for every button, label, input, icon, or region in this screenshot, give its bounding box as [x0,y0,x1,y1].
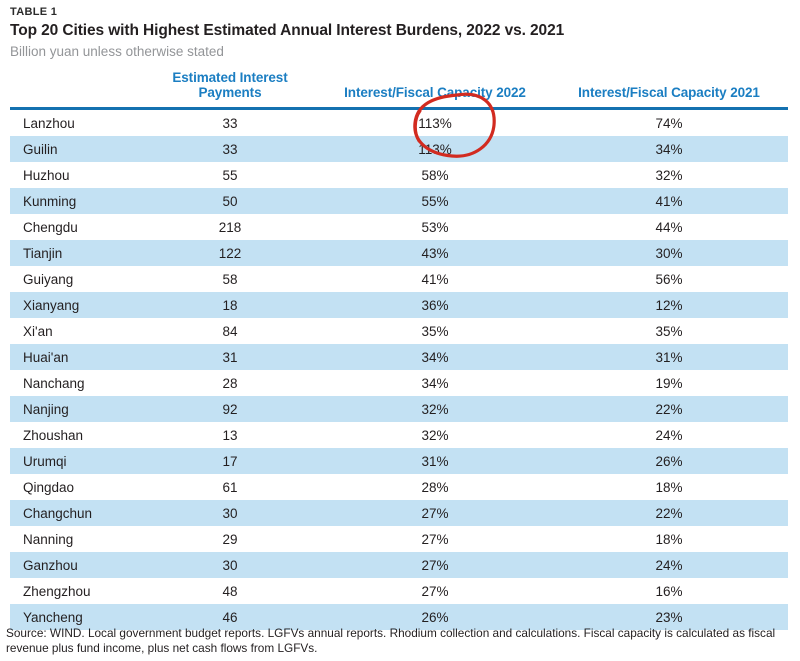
cap2021-cell: 32% [655,167,683,183]
cap2022-cell: 53% [421,219,449,235]
city-cell: Nanchang [23,375,85,391]
cap2022-cell: 41% [421,271,449,287]
table-row [10,292,788,318]
payments-cell: 55 [222,167,238,183]
city-cell: Kunming [23,193,77,209]
cap2022-cell: 32% [421,427,449,443]
table-row [10,109,788,137]
payments-cell: 122 [218,245,242,261]
city-cell: Xi'an [23,323,53,339]
table-row [10,526,788,552]
cap2022-cell: 27% [421,505,449,521]
col-header-interest-fiscal-capacity-2022: Interest/Fiscal Capacity 2022 [320,70,550,109]
city-cell: Guilin [23,141,58,157]
city-cell: Qingdao [23,479,75,495]
table-row [10,396,788,422]
table-row [10,552,788,578]
table-row [10,136,788,162]
table-row [10,344,788,370]
city-cell: Huzhou [23,167,70,183]
payments-cell: 13 [222,427,238,443]
cap2021-cell: 22% [655,401,683,417]
city-cell: Ganzhou [23,557,78,573]
interest-burden-table [10,70,788,630]
cap2021-cell: 18% [655,479,683,495]
cap2022-cell: 43% [421,245,449,261]
cap2022-cell: 27% [421,557,449,573]
city-cell: Huai'an [23,349,69,365]
cap2021-cell: 26% [655,453,683,469]
cap2022-cell: 36% [421,297,449,313]
city-cell: Urumqi [23,453,67,469]
table-row [10,500,788,526]
cap2022-cell: 27% [421,583,449,599]
payments-cell: 218 [218,219,242,235]
payments-cell: 31 [222,349,238,365]
cap2021-cell: 56% [655,271,683,287]
cap2022-cell: 28% [421,479,449,495]
cap2021-cell: 30% [655,245,683,261]
col-header-estimated-interest-payments: Estimated Interest Payments [140,70,320,109]
cap2021-cell: 12% [655,297,683,313]
payments-cell: 48 [222,583,238,599]
cap2022-cell: 34% [421,375,449,391]
cap2021-cell: 19% [655,375,683,391]
city-cell: Tianjin [23,245,63,261]
cap2021-cell: 22% [655,505,683,521]
payments-cell: 92 [222,401,238,417]
units-subtitle: Billion yuan unless otherwise stated [10,44,224,59]
table-row [10,318,788,344]
table-row [10,240,788,266]
table-row [10,214,788,240]
city-cell: Lanzhou [23,115,75,131]
cap2022-cell: 113% [418,141,452,157]
table-row [10,578,788,604]
payments-cell: 33 [222,115,238,131]
city-cell: Zhengzhou [23,583,91,599]
cap2022-cell: 113% [418,115,452,131]
city-cell: Nanning [23,531,74,547]
payments-cell: 58 [222,271,238,287]
payments-cell: 33 [222,141,238,157]
table-row [10,474,788,500]
cap2021-cell: 16% [655,583,683,599]
payments-cell: 30 [222,557,238,573]
payments-cell: 61 [222,479,238,495]
figure-header [10,6,790,59]
cap2021-cell: 44% [655,219,683,235]
payments-cell: 46 [222,609,238,625]
table-row [10,448,788,474]
cap2022-cell: 31% [421,453,449,469]
page-title: Top 20 Cities with Highest Estimated Annual Interest Burdens, 2022 vs. 2021 [10,22,565,39]
city-cell: Zhoushan [23,427,84,443]
cap2022-cell: 55% [421,193,449,209]
payments-cell: 50 [222,193,238,209]
city-cell: Yancheng [23,609,83,625]
cap2021-cell: 74% [655,115,683,131]
table-header-row [10,70,788,109]
cap2021-cell: 18% [655,531,683,547]
cap2021-cell: 24% [655,557,683,573]
table-row [10,370,788,396]
cap2022-cell: 58% [421,167,449,183]
cap2022-cell: 34% [421,349,449,365]
payments-cell: 30 [222,505,238,521]
city-cell: Chengdu [23,219,78,235]
table-row [10,266,788,292]
city-cell: Xianyang [23,297,80,313]
source-note: Source: WIND. Local government budget reports. LGFVs annual reports. Rhodium collection and calculations. Fiscal capacity is calculated as fiscal revenue plus fund income, plus net cash flows from LGFVs. [6,626,776,656]
cap2021-cell: 31% [655,349,683,365]
cap2021-cell: 35% [655,323,683,339]
payments-cell: 17 [222,453,238,469]
payments-cell: 84 [222,323,238,339]
cap2022-cell: 35% [421,323,449,339]
col-header-interest-fiscal-capacity-2021: Interest/Fiscal Capacity 2021 [550,70,788,109]
payments-cell: 28 [222,375,238,391]
cap2021-cell: 41% [655,193,683,209]
payments-cell: 29 [222,531,238,547]
table-row [10,422,788,448]
city-cell: Nanjing [23,401,69,417]
table-row [10,188,788,214]
city-cell: Guiyang [23,271,74,287]
table-row [10,162,788,188]
cap2021-cell: 23% [655,609,683,625]
table-body [10,109,788,631]
cap2021-cell: 24% [655,427,683,443]
table-number-label: TABLE 1 [10,6,58,18]
city-cell: Changchun [23,505,93,521]
cap2021-cell: 34% [655,141,683,157]
col-header-city [10,70,140,109]
cap2022-cell: 26% [421,609,449,625]
payments-cell: 18 [222,297,238,313]
cap2022-cell: 27% [421,531,449,547]
cap2022-cell: 32% [421,401,449,417]
